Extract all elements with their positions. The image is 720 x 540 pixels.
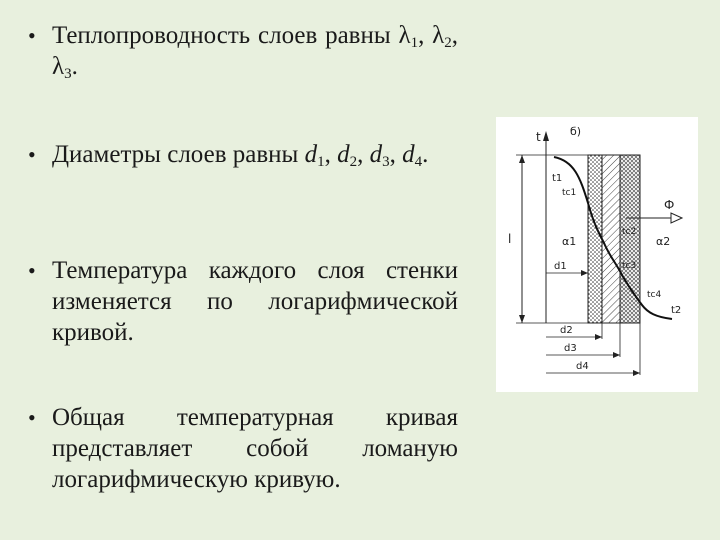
d-4: $d_4$. bbox=[402, 141, 429, 170]
bullet-text bbox=[52, 139, 458, 170]
alpha2-label: α2 bbox=[656, 235, 671, 248]
d4-label: d4 bbox=[576, 361, 589, 372]
bullet-text: Температура каждого слоя стенки изменяется по логарифмической кривой. bbox=[52, 257, 458, 346]
wall-layer-1 bbox=[588, 155, 602, 323]
alpha1-label: α1 bbox=[562, 235, 577, 248]
bullet-text-main: Теплопроводность слоев равны bbox=[52, 22, 391, 49]
tc2-label: tc2 bbox=[622, 227, 637, 237]
d3-label: d3 bbox=[564, 343, 577, 354]
length-label: l bbox=[508, 232, 512, 246]
bullet-item-overall-curve bbox=[28, 402, 458, 495]
wall-layer-2 bbox=[602, 155, 620, 323]
lambda-2: $\lambda_2$, bbox=[432, 22, 458, 51]
t-axis-label: t bbox=[536, 130, 541, 144]
flux-label: Ф bbox=[664, 198, 675, 212]
flux-arrow-head bbox=[671, 213, 682, 223]
wall-temperature-diagram bbox=[496, 117, 698, 392]
bullet-item-layer-temperature bbox=[28, 255, 458, 348]
bullet-text: Общая температурная кривая представляет собой ломаную логарифмическую кривую. bbox=[52, 404, 458, 493]
tc3-label: tc3 bbox=[622, 261, 637, 271]
bullet-text-main: Диаметры слоев равны bbox=[52, 141, 299, 168]
d2-label: d2 bbox=[560, 325, 573, 336]
t2-label: t2 bbox=[671, 305, 682, 316]
bullet-text bbox=[52, 20, 458, 82]
bullet-marker: • bbox=[28, 142, 36, 167]
t-axis-arrow bbox=[543, 131, 549, 141]
lambda-1: $\lambda_1$, bbox=[398, 22, 433, 51]
d-1: $d_1$, bbox=[304, 141, 338, 170]
tc4-label: tc4 bbox=[647, 290, 662, 300]
tc1-label: tc1 bbox=[562, 188, 577, 198]
lambda-3: $\lambda_3$. bbox=[52, 53, 78, 82]
bullet-item-diameters bbox=[28, 139, 458, 170]
t1-label: t1 bbox=[552, 173, 563, 184]
panel-label: б) bbox=[570, 125, 582, 138]
bullet-marker: • bbox=[28, 23, 36, 48]
bullet-marker: • bbox=[28, 258, 36, 283]
d-3: $d_3$, bbox=[369, 141, 403, 170]
d1-label: d1 bbox=[554, 261, 567, 272]
d-2: $d_2$, bbox=[337, 141, 370, 170]
bullet-marker: • bbox=[28, 405, 36, 430]
diameter-list bbox=[305, 141, 429, 168]
bullet-item-conductivity bbox=[28, 20, 458, 82]
